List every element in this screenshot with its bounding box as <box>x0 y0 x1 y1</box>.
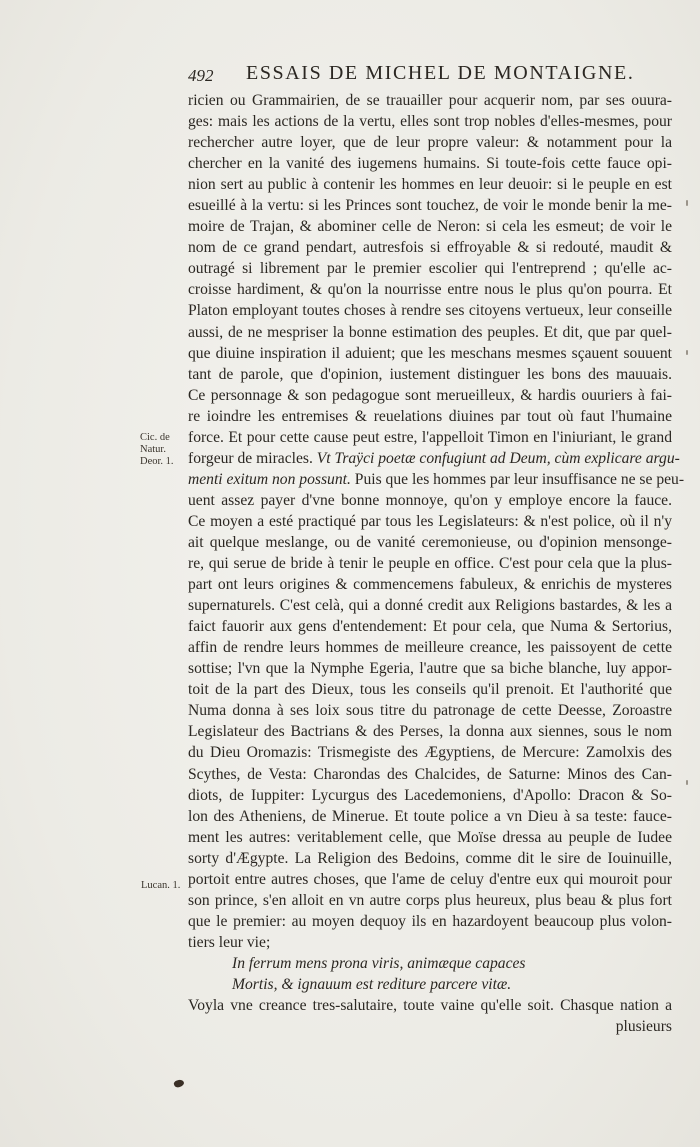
text-line: ait quelque meslange, ou de vanité ceremonieuse, ou d'opinion mensonge- <box>188 533 672 551</box>
verse-line: In ferrum mens prona viris, animæque capaces <box>232 954 526 972</box>
text-segment: Puis que les hommes par leur insuffisance ne se peu- <box>354 470 685 488</box>
body-text <box>188 90 685 1037</box>
text-line: Ce personnage & son pedagogue sont merueilleux, & hardis ouuriers à fai- <box>188 386 672 404</box>
margin-note-line: Deor. 1. <box>140 456 174 467</box>
text-line: force. Et pour cette cause peut estre, l'appelloit Timon en l'iniuriant, le grand <box>188 428 672 446</box>
text-segment: forgeur de miracles. <box>188 449 313 467</box>
text-line: supernaturels. C'est celà, qui a donné credit aux Religions bastardes, & les a <box>188 597 672 615</box>
text-line: re, qui serue de bride à tenir le peuple en office. C'est pour cela que la plus- <box>188 555 672 573</box>
running-head: ESSAIS DE MICHEL DE MONTAIGNE. <box>246 62 635 84</box>
text-line: aussi, de ne mespriser la bonne estimation des peuples. Et dit, que par quel- <box>188 323 672 341</box>
text-line-with-quote <box>188 448 680 469</box>
text-line: Ce moyen a esté practiqué par tous les Legislateurs: & n'est police, où il n'y <box>188 512 672 530</box>
margin-note-line: Lucan. 1. <box>141 880 181 891</box>
text-line: nion sert au public à contenir les hommes en leur deuoir: si le peuple en est <box>188 176 672 194</box>
text-line: du Dieu Oromazis: Trismegiste des Ægyptiens, de Mercure: Zamolxis des <box>188 744 672 762</box>
text-line: outragé si librement par le premier escolier qui l'entreprend ; qu'elle ac- <box>188 260 672 278</box>
text-line: uent assez payer d'vne bonne monnoye, qu'on y employe encore la fauce. <box>188 491 672 509</box>
text-line: portoit entre autres choses, que l'ame de celuy d'entre eux qui mouroit pour <box>188 870 672 888</box>
text-line: ment les autres: veritablement celle, que Moïse dressa au peuple de Iudee <box>188 828 672 846</box>
page-edge-mark <box>686 200 688 206</box>
text-line: sottise; l'vn que la Nymphe Egeria, l'autre que sa biche blanche, luy appor- <box>188 660 672 678</box>
text-line: moire de Trajan, & abominer celle de Neron: si cela les esmeut; de voir le <box>188 218 672 236</box>
latin-quote: Vt Traÿci poetæ confugiunt ad Deum, cùm explicare argu- <box>316 449 680 467</box>
text-line: Voyla vne creance tres-salutaire, toute vaine qu'elle soit. Chasque nation a <box>188 997 672 1015</box>
text-line: son prince, s'en alloit en vn autre corps plus heureux, plus beau & plus fort <box>188 891 672 909</box>
text-line: diots, de Iuppiter: Lycurgus des Lacedemoniens, d'Apollo: Dracon & So- <box>188 786 672 804</box>
text-line: esueillé à la vertu: si les Princes sont touchez, de voir le monde benir la me- <box>188 197 672 215</box>
page-edge-mark <box>686 780 688 785</box>
text-line: re ioindre les entremises & reuelations diuines par tout où faut l'humaine <box>188 407 672 425</box>
text-line: chercher en la vanité des iugemens humains. Si toute-fois cette fauce opi- <box>188 155 672 173</box>
margin-note-line: Natur. <box>140 444 166 455</box>
text-line: ricien ou Grammairien, de se trauailler pour acquerir nom, par ses ouura- <box>188 92 672 109</box>
text-line: ges: mais les actions de la vertu, elles sont trop nobles d'elles-mesmes, pour <box>188 113 672 131</box>
text-line: Scythes, de Vesta: Charondas des Chalcides, de Saturne: Minos des Can- <box>188 765 672 783</box>
text-line: que diuine inspiration il aduient; que les meschans mesmes sçauent souuent <box>188 344 672 362</box>
ink-blot <box>173 1079 185 1089</box>
text-line: nom de ce grand pendart, autresfois si effroyable & si redouté, maudit & <box>188 239 672 257</box>
text-line: sorty d'Ægypte. La Religion des Bedoins, comme dit le sire de Iouinuille, <box>188 849 672 867</box>
text-line: toit de la part des Dieux, tous les conseils qu'il prenoit. Et l'authorité que <box>188 681 672 699</box>
text-line: affin de rendre leurs hommes de meilleure creance, les paissoyent de cette <box>188 639 672 657</box>
latin-quote-end: menti exitum non possunt. <box>188 470 351 488</box>
text-line: croisse hardiment, & qu'on la nourrisse entre nous le plus qu'on pourra. Et <box>188 281 672 299</box>
catchword: plusieurs <box>615 1018 672 1036</box>
text-line: que le premier: au moyen dequoy ils en hazardoyent beaucoup plus volon- <box>188 912 672 930</box>
text-line: Legislateur des Bactrians & des Perses, la donna aux siennes, sous le nom <box>188 723 672 741</box>
text-line: rechercher autre loyer, que de leur propre valeur: & notamment pour la <box>188 134 672 152</box>
margin-note-line: Cic. de <box>140 432 170 443</box>
page-number: 492 <box>188 66 214 85</box>
text-line-with-quote <box>188 469 685 490</box>
text-line: tant de parole, que d'opinion, iustement distinguer les bons des mauuais. <box>188 365 672 383</box>
margin-note-lucan <box>141 880 180 892</box>
verse-line: Mortis, & ignauum est rediture parcere vitæ. <box>232 975 512 993</box>
margin-note-cicero <box>140 432 174 468</box>
text-line: tiers leur vie; <box>188 933 271 951</box>
text-line: Platon employant toutes choses à rendre ses citoyens vertueux, leur conseille <box>188 302 672 320</box>
text-line: Numa donna à ses loix sous titre du patronage de cette Deesse, Zoroastre <box>188 702 672 720</box>
text-line: faict fauorir aux gens d'entendement: Et pour cela, que Numa & Sertorius, <box>188 618 672 636</box>
page-header <box>186 62 636 90</box>
text-line: part ont leurs origines & commencemens fabuleux, & enrichis de mysteres <box>188 576 672 594</box>
page-edge-mark <box>686 350 688 355</box>
text-line: lon des Atheniens, de Minerue. Et toute police a vn Dieu à sa teste: fauce- <box>188 807 672 825</box>
